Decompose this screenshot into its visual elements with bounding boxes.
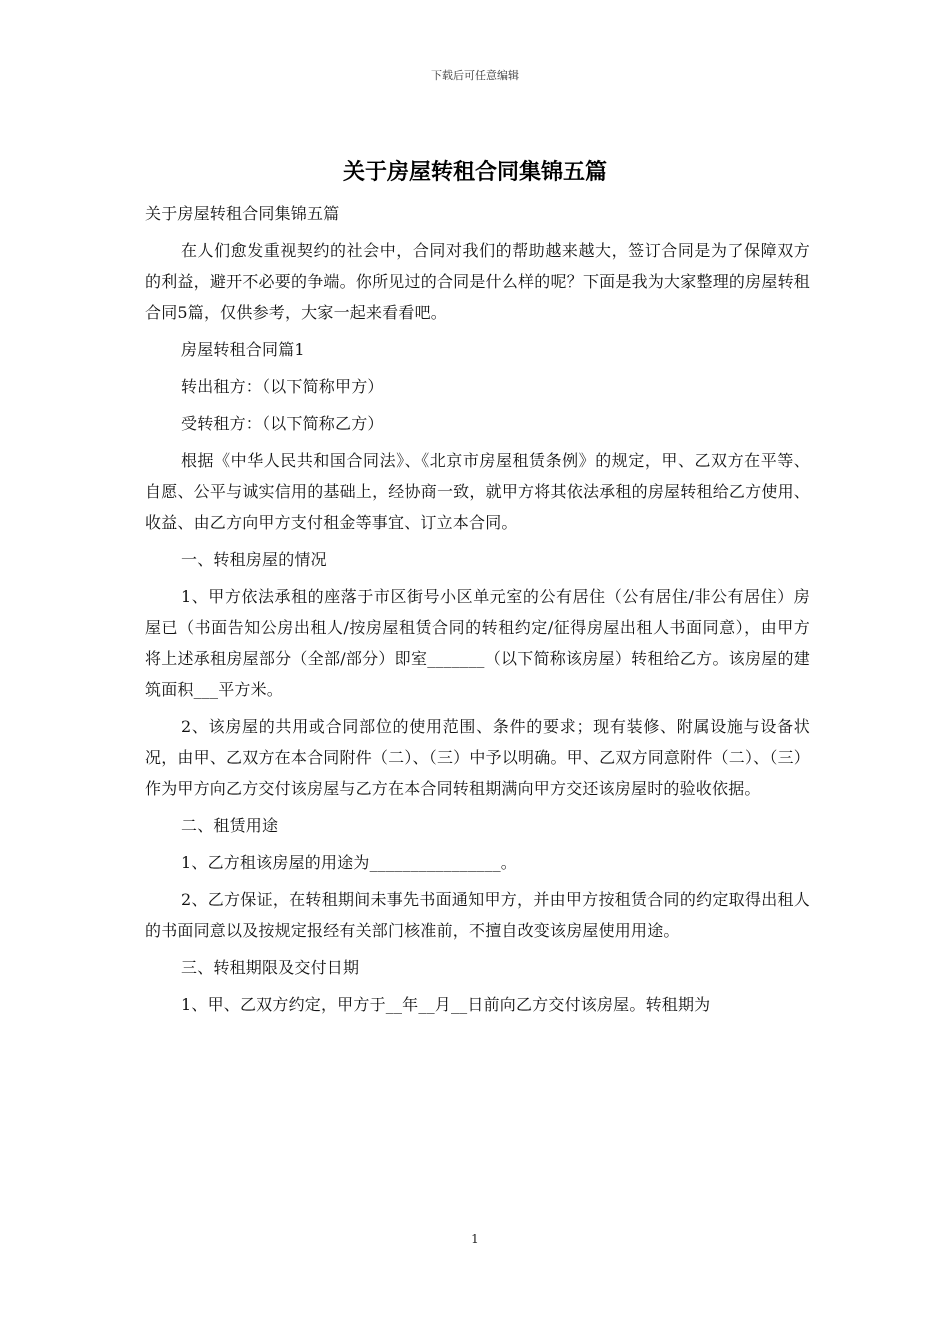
clause-heading-2: 二、租赁用途 — [181, 816, 279, 835]
clause-heading-3: 三、转租期限及交付日期 — [181, 958, 360, 977]
header-note: 下载后可任意编辑 — [431, 69, 519, 82]
party-a-line: 转出租方：（以下简称甲方） — [181, 377, 384, 396]
clause-1-1: 1、甲方依法承租的座落于市区街号小区单元室的公有居住（公有居住/非公有居住）房屋已（书面告知公房出租人/按房屋租赁合同的转租约定/征得房屋出租人书面同意），由甲方将上述承租房屋部分（全部/部分）即室_______（以下简称该房屋）转租给乙方。该房屋的建筑面积___平方米。 — [145, 587, 810, 699]
party-b-line: 受转租方：（以下简称乙方） — [181, 414, 384, 433]
subtitle-paragraph: 关于房屋转租合同集锦五篇 — [145, 204, 340, 223]
page-number: 1 — [471, 1232, 479, 1246]
intro-paragraph: 在人们愈发重视契约的社会中，合同对我们的帮助越来越大，签订合同是为了保障双方的利益，避开不必要的争端。你所见过的合同是什么样的呢？下面是我为大家整理的房屋转租合同5篇，仅供参考，大家一起来看看吧。 — [145, 241, 810, 322]
clause-3-1: 1、甲、乙双方约定，甲方于__年__月__日前向乙方交付该房屋。转租期为 — [181, 995, 711, 1014]
clause-2-1: 1、乙方租该房屋的用途为________________。 — [181, 853, 517, 872]
clause-2-2: 2、乙方保证，在转租期间未事先书面通知甲方，并由甲方按租赁合同的约定取得出租人的书面同意以及按规定报经有关部门核准前，不擅自改变该房屋使用用途。 — [145, 890, 810, 940]
document-title: 关于房屋转租合同集锦五篇 — [342, 160, 607, 185]
section-heading: 房屋转租合同篇1 — [181, 340, 305, 359]
document-body — [145, 198, 810, 1026]
clause-1-2: 2、该房屋的共用或合同部位的使用范围、条件的要求；现有装修、附属设施与设备状况，由甲、乙双方在本合同附件（二）、（三）中予以明确。甲、乙双方同意附件（二）、（三）作为甲方向乙方交付该房屋与乙方在本合同转租期满向甲方交还该房屋时的验收依据。 — [145, 717, 810, 798]
preamble-paragraph: 根据《中华人民共和国合同法》、《北京市房屋租赁条例》的规定，甲、乙双方在平等、自愿、公平与诚实信用的基础上，经协商一致，就甲方将其依法承租的房屋转租给乙方使用、收益、由乙方向甲方支付租金等事宜、订立本合同。 — [145, 451, 810, 532]
clause-heading-1: 一、转租房屋的情况 — [181, 550, 327, 569]
